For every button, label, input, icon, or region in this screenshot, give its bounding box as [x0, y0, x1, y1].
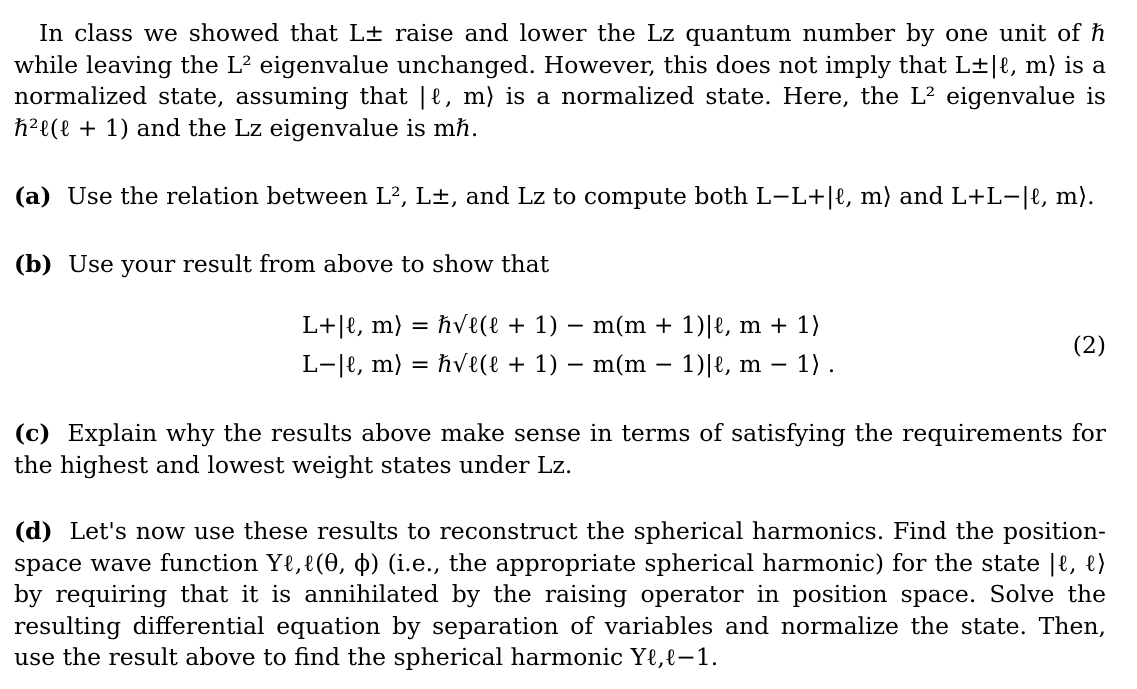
intro-text: In class we showed that L± raise and lower the Lz quantum number by one unit of ℏ while leaving the L² eigenvalue unchanged. However, this does not imply that L±|ℓ, m⟩ is a normalized state, assuming that |ℓ, m⟩ is a normalized state. Here, the L² eigenvalue is ℏ²ℓ(ℓ + 1) and the Lz eigenvalue is mℏ. [14, 19, 1106, 142]
eq2-rhs: ℏ√ℓ(ℓ + 1) − m(m − 1)|ℓ, m − 1⟩ . [437, 350, 836, 378]
part-a-text: Use the relation between L², L±, and Lz to compute both L−L+|ℓ, m⟩ and L+L−|ℓ, m⟩. [66, 182, 1095, 210]
eq2-lhs: L−|ℓ, m⟩ = [301, 350, 430, 378]
part-c-label: (c) [14, 419, 51, 447]
equation-raising [300, 311, 820, 340]
part-c-text: Explain why the results above make sense in terms of satisfying the requirements for the highest and lowest weight states under Lz. [14, 419, 1106, 479]
part-b-text: Use your result from above to show that [68, 250, 550, 278]
part-a [14, 181, 1106, 213]
part-d [14, 516, 1106, 674]
part-d-text: Let's now use these results to reconstruct the spherical harmonics. Find the position-space wave function Yℓ,ℓ(θ, ϕ) (i.e., the appropriate spherical harmonic) for the state |ℓ, ℓ⟩ by requiring that it is annihilated by the raising operator in position space. Solve the resulting differential equation by separation of variables and normalize the state. Then, use the result above to find the spherical harmonic Yℓ,ℓ−1. [14, 517, 1106, 671]
equation-lowering [300, 350, 835, 379]
part-b-label: (b) [14, 250, 53, 278]
eq1-rhs: ℏ√ℓ(ℓ + 1) − m(m + 1)|ℓ, m + 1⟩ [437, 311, 821, 339]
part-b [14, 249, 1106, 281]
part-a-label: (a) [14, 182, 52, 210]
eq1-lhs: L+|ℓ, m⟩ = [301, 311, 430, 339]
intro-paragraph [14, 18, 1106, 144]
equation-number: (2) [1072, 331, 1106, 359]
part-c [14, 418, 1106, 481]
part-d-label: (d) [14, 517, 53, 545]
